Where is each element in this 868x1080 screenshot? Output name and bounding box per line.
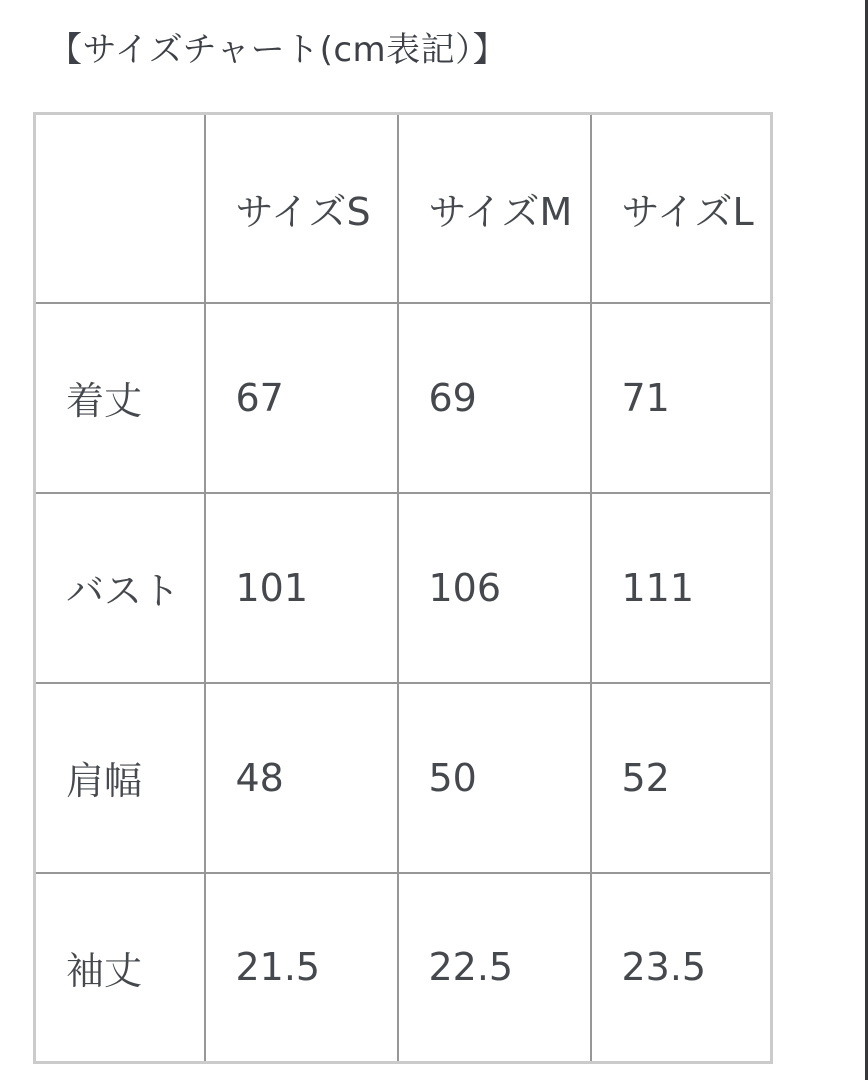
page-title: 【サイズチャート(cm表記）】 xyxy=(48,30,508,70)
table-row-sleeve xyxy=(35,873,772,1063)
cell-bust-m: 106 xyxy=(398,493,591,683)
table-row-bust xyxy=(35,493,772,683)
header-size-s: サイズS xyxy=(205,114,398,303)
cell-bust-l: 111 xyxy=(591,493,772,683)
cell-length-m: 69 xyxy=(398,303,591,493)
row-label-shoulder: 肩幅 xyxy=(35,683,205,873)
header-size-m: サイズM xyxy=(398,114,591,303)
header-empty-cell xyxy=(35,114,205,303)
table-header-row xyxy=(35,114,772,303)
table-row-length xyxy=(35,303,772,493)
size-chart-table xyxy=(33,112,773,1064)
cell-shoulder-l: 52 xyxy=(591,683,772,873)
cell-sleeve-m: 22.5 xyxy=(398,873,591,1063)
table-row-shoulder xyxy=(35,683,772,873)
row-label-bust: バスト xyxy=(35,493,205,683)
row-label-sleeve: 袖丈 xyxy=(35,873,205,1063)
cell-sleeve-s: 21.5 xyxy=(205,873,398,1063)
cell-shoulder-m: 50 xyxy=(398,683,591,873)
cell-bust-s: 101 xyxy=(205,493,398,683)
cell-shoulder-s: 48 xyxy=(205,683,398,873)
cell-length-l: 71 xyxy=(591,303,772,493)
row-label-length: 着丈 xyxy=(35,303,205,493)
header-size-l: サイズL xyxy=(591,114,772,303)
cell-length-s: 67 xyxy=(205,303,398,493)
cell-sleeve-l: 23.5 xyxy=(591,873,772,1063)
